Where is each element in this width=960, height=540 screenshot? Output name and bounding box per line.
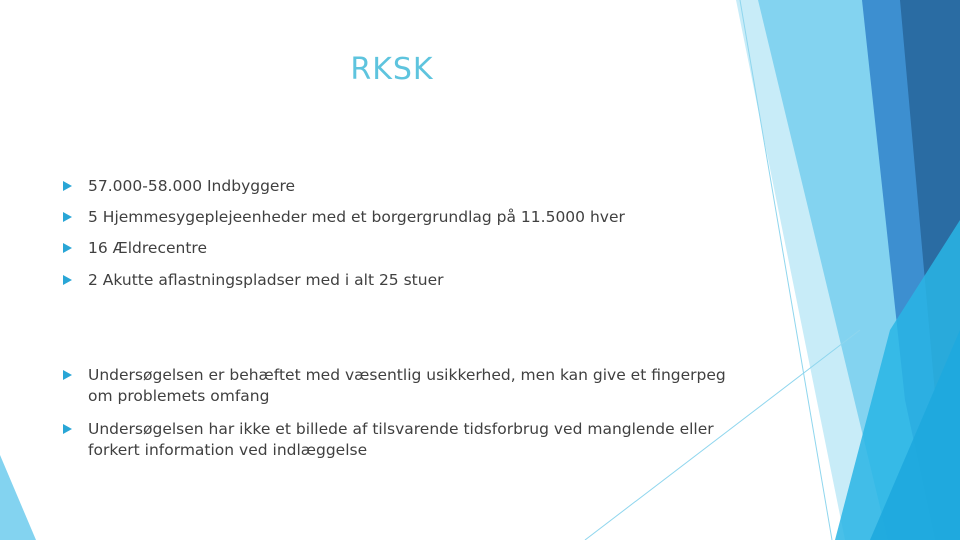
bullet-item [62,238,207,259]
bullet-text: 2 Akutte aflastningspladser med i alt 25 stuer [88,271,444,289]
decor-left-accent [0,455,36,540]
diamond-bullet-icon [62,181,72,191]
diamond-bullet-icon [62,370,72,380]
bullet-text: 16 Ældrecentre [88,239,207,257]
diamond-bullet-icon [62,243,72,253]
diamond-bullet-icon [62,212,72,222]
bullet-text: Undersøgelsen har ikke et billede af tilsvarende tidsforbrug ved manglende eller forkert information ved indlæggelse [88,420,714,459]
slide-title: RKSK [350,52,434,87]
bullet-text: Undersøgelsen er behæftet med væsentlig usikkerhed, men kan give et fingerpeg om problemets omfang [88,366,726,405]
bullet-item [62,207,625,228]
bullet-item [62,365,728,407]
diamond-bullet-icon [62,424,72,434]
bullet-item [62,419,728,461]
bullet-text: 57.000-58.000 Indbyggere [88,177,296,195]
bullet-item [62,176,295,197]
diamond-bullet-icon [62,275,72,285]
bullet-text: 5 Hjemmesygeplejeenheder med et borgergrundlag på 11.5000 hver [88,208,625,226]
bullet-item [62,270,444,291]
